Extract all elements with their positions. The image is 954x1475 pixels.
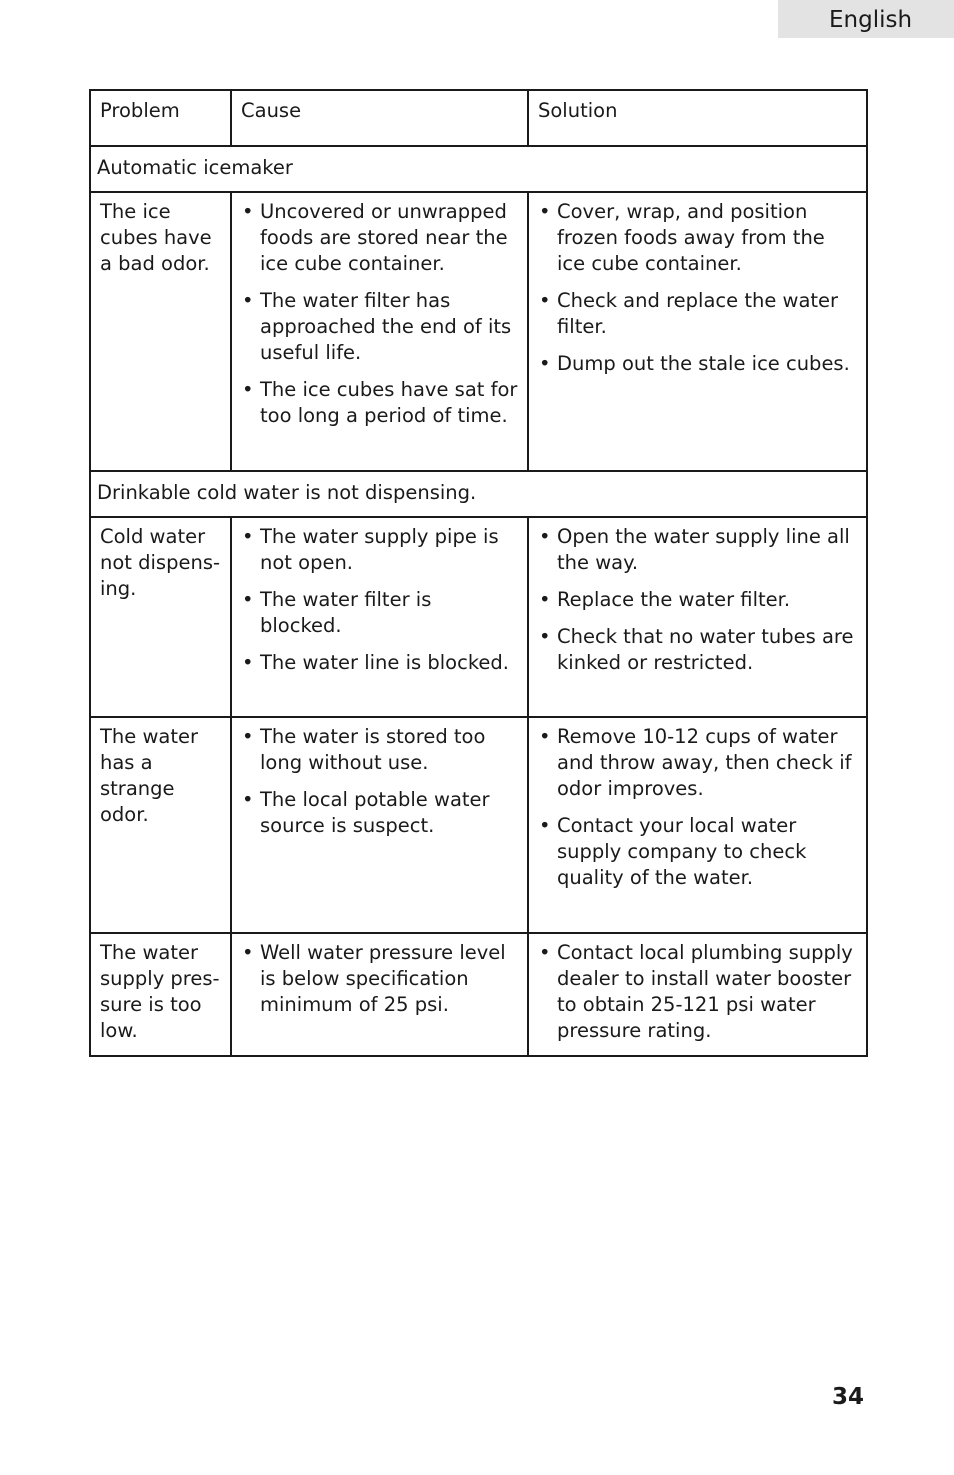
cause-cell — [231, 933, 528, 1056]
solution-cell — [528, 717, 867, 933]
cause-list — [240, 940, 519, 1018]
solution-cell — [528, 192, 867, 471]
solution-list — [537, 940, 858, 1044]
solution-cell — [528, 517, 867, 717]
table-row — [90, 933, 867, 1056]
table-header-row — [90, 90, 867, 146]
column-header-cause: Cause — [231, 90, 528, 146]
list-item: • Contact local plumbing supply dealer to install water booster to obtain 25-121 psi water pressure rating. — [537, 940, 858, 1044]
page-number: 34 — [831, 1384, 864, 1410]
list-item: • Check that no water tubes are kinked or restricted. — [537, 624, 858, 676]
list-item: • Uncovered or unwrapped foods are stored near the ice cube container. — [240, 199, 519, 277]
problem-cell: The water has a strange odor. — [90, 717, 231, 933]
list-item: • The water filter has approached the end of its useful life. — [240, 288, 519, 366]
language-tab: English — [778, 0, 954, 38]
solution-cell — [528, 933, 867, 1056]
column-header-solution: Solution — [528, 90, 867, 146]
solution-list — [537, 524, 858, 676]
section-title: Drinkable cold water is not dispensing. — [90, 471, 867, 517]
list-item: • Well water pressure level is below specification minimum of 25 psi. — [240, 940, 519, 1018]
list-item: • The ice cubes have sat for too long a period of time. — [240, 377, 519, 429]
list-item: • Open the water supply line all the way. — [537, 524, 858, 576]
problem-cell: Cold water not dispens-ing. — [90, 517, 231, 717]
section-row-icemaker — [90, 146, 867, 192]
list-item: • The water filter is blocked. — [240, 587, 519, 639]
list-item: • The local potable water source is suspect. — [240, 787, 519, 839]
list-item: • Contact your local water supply company to check quality of the water. — [537, 813, 858, 891]
section-title: Automatic icemaker — [90, 146, 867, 192]
list-item: • Cover, wrap, and position frozen foods away from the ice cube container. — [537, 199, 858, 277]
problem-cell: The water supply pres-sure is too low. — [90, 933, 231, 1056]
cause-list — [240, 199, 519, 429]
problem-cell: The ice cubes have a bad odor. — [90, 192, 231, 471]
list-item: • Check and replace the water filter. — [537, 288, 858, 340]
table-row — [90, 192, 867, 471]
list-item: • The water supply pipe is not open. — [240, 524, 519, 576]
list-item: • Dump out the stale ice cubes. — [537, 351, 858, 377]
solution-list — [537, 199, 858, 377]
table-row — [90, 517, 867, 717]
table-row — [90, 717, 867, 933]
troubleshooting-table — [89, 89, 868, 1057]
cause-list — [240, 724, 519, 839]
section-row-cold-water — [90, 471, 867, 517]
list-item: • Replace the water filter. — [537, 587, 858, 613]
cause-cell — [231, 192, 528, 471]
solution-list — [537, 724, 858, 891]
cause-list — [240, 524, 519, 676]
list-item: • The water is stored too long without use. — [240, 724, 519, 776]
cause-cell — [231, 517, 528, 717]
cause-cell — [231, 717, 528, 933]
list-item: • The water line is blocked. — [240, 650, 519, 676]
list-item: • Remove 10-12 cups of water and throw away, then check if odor improves. — [537, 724, 858, 802]
column-header-problem: Problem — [90, 90, 231, 146]
